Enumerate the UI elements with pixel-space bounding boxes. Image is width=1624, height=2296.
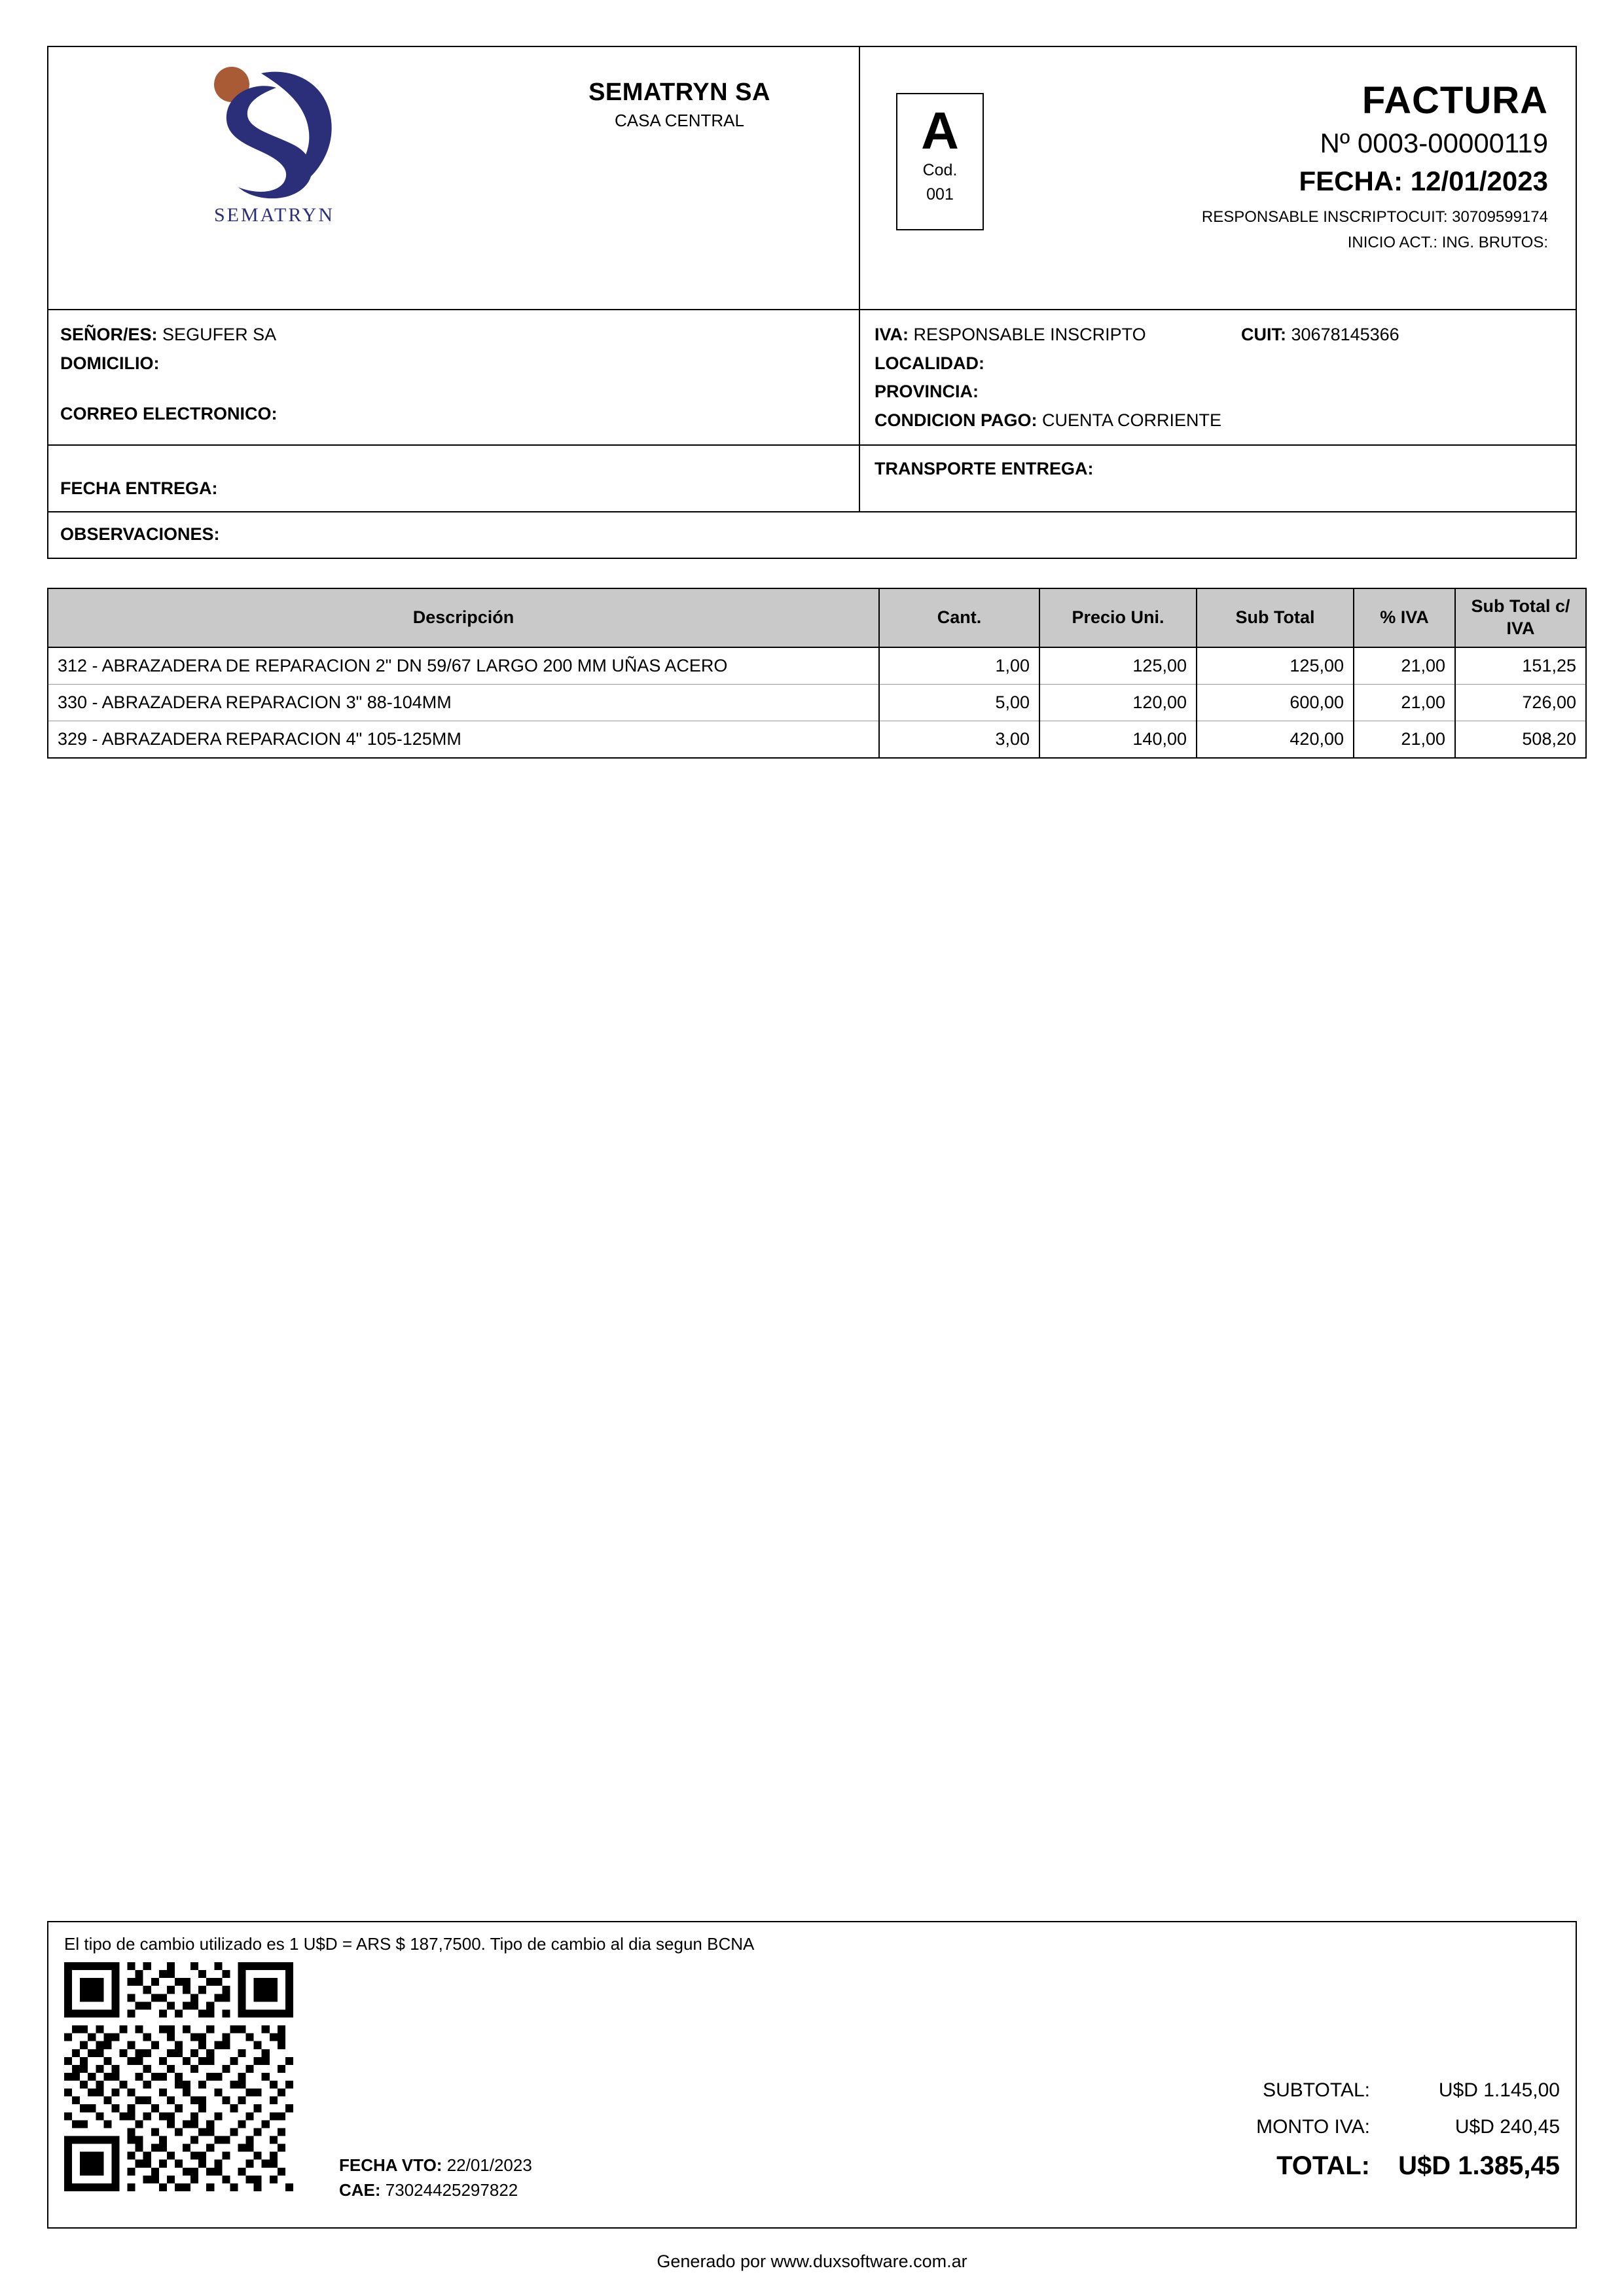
fecha-vto-line [339,2153,532,2178]
cuit-group [1241,321,1399,350]
logo-wordmark: SEMATRYN [213,204,335,226]
cell-sub-total: 420,00 [1197,721,1354,759]
monto-iva-label: MONTO IVA: [1256,2115,1370,2138]
field-iva-cuit [875,321,1564,350]
provincia-label: PROVINCIA: [875,382,979,402]
logo-mark-icon [192,62,356,212]
monto-iva-row [1154,2109,1560,2145]
company-info [500,47,859,309]
inicio-act-line: INICIO ACT.: ING. BRUTOS: [1347,233,1548,251]
fecha-vto-label: FECHA VTO: [339,2155,442,2175]
field-fecha-entrega [60,475,847,503]
invoice-letter-box [896,93,984,230]
cell-precio-uni: 120,00 [1039,685,1197,721]
total-row [1154,2145,1560,2187]
cell-iva: 21,00 [1354,685,1455,721]
invoice-letter: A [921,101,959,160]
company-logo [48,47,500,309]
cell-sub-total-iva: 508,20 [1455,721,1586,759]
field-observaciones [60,520,1564,549]
subtotal-label: SUBTOTAL: [1263,2079,1370,2101]
cell-sub-total-iva: 726,00 [1455,685,1586,721]
total-label: TOTAL: [1276,2151,1370,2180]
field-senores [60,321,847,350]
company-name: SEMATRYN SA [588,79,770,106]
field-condicion-pago [875,406,1564,435]
table-row [48,685,1586,721]
entrega-left [48,446,860,511]
invoice-footer [47,1921,1577,2229]
col-header-iva: % IVA [1354,588,1455,647]
condicion-pago-value: CUENTA CORRIENTE [1042,410,1222,431]
client-left [48,310,860,444]
field-transporte-entrega [875,455,1564,484]
iva-label: IVA: [875,325,909,344]
invoice-cod-value: 001 [926,185,954,204]
total-value: U$D 1.385,45 [1398,2151,1560,2180]
subtotal-value: U$D 1.145,00 [1438,2079,1560,2101]
cuit-label: CUIT: [1241,325,1286,344]
col-header-sub-total: Sub Total [1197,588,1354,647]
iva-value: RESPONSABLE INSCRIPTO [913,325,1146,344]
cell-iva: 21,00 [1354,647,1455,685]
items-table-header-row [48,588,1586,647]
cae-line [339,2178,532,2203]
qr-area [64,1962,339,2202]
table-row [48,721,1586,759]
cell-sub-total: 125,00 [1197,647,1354,685]
client-block [48,309,1576,444]
monto-iva-value: U$D 240,45 [1454,2115,1560,2138]
observaciones-block [48,511,1576,558]
items-table [47,588,1587,759]
col-header-sub-total-iva: Sub Total c/ IVA [1455,588,1586,647]
cell-cantidad: 5,00 [879,685,1039,721]
col-header-cantidad: Cant. [879,588,1039,647]
exchange-rate-note: El tipo de cambio utilizado es 1 U$D = ARS $ 187,7500. Tipo de cambio al dia segun BCNA [64,1934,755,1954]
client-right [860,310,1576,444]
responsable-line: RESPONSABLE INSCRIPTOCUIT: 30709599174 [1201,208,1548,226]
senores-value: SEGUFER SA [162,325,277,344]
cell-descripcion: 312 - ABRAZADERA DE REPARACION 2" DN 59/67 LARGO 200 MM UÑAS ACERO [48,647,879,685]
field-provincia [875,378,1564,406]
table-row [48,647,1586,685]
footer-body [64,1962,1560,2202]
cell-iva: 21,00 [1354,721,1455,759]
company-branch: CASA CENTRAL [615,111,744,130]
col-header-descripcion: Descripción [48,588,879,647]
generated-by: Generado por www.duxsoftware.com.ar [657,2251,967,2271]
cell-sub-total-iva: 151,25 [1455,647,1586,685]
cell-cantidad: 1,00 [879,647,1039,685]
cuit-value: 30678145366 [1291,325,1399,344]
condicion-pago-label: CONDICION PAGO: [875,410,1038,431]
totals-area [1154,1962,1560,2202]
invoice-header-frame [47,46,1577,559]
domicilio-label: DOMICILIO: [60,353,160,373]
fecha-entrega-label: FECHA ENTREGA: [60,478,218,498]
entrega-right [860,446,1576,511]
invoice-cod-label: Cod. [922,161,958,179]
col-header-precio-uni: Precio Uni. [1039,588,1197,647]
subtotal-row [1154,2072,1560,2109]
field-localidad [875,350,1564,378]
field-correo [60,400,847,429]
correo-label: CORREO ELECTRONICO: [60,404,278,424]
cae-area [339,1962,532,2202]
document-number: Nº 0003-00000119 [1320,128,1548,158]
transporte-entrega-label: TRANSPORTE ENTREGA: [875,458,1094,478]
cell-descripcion: 329 - ABRAZADERA REPARACION 4" 105-125MM [48,721,879,759]
cell-descripcion: 330 - ABRAZADERA REPARACION 3" 88-104MM [48,685,879,721]
cell-cantidad: 3,00 [879,721,1039,759]
document-title: FACTURA [1362,79,1548,122]
entrega-block [48,444,1576,511]
iva-group [875,321,1241,350]
localidad-label: LOCALIDAD: [875,353,984,373]
items-table-wrap [47,588,1577,759]
cell-sub-total: 600,00 [1197,685,1354,721]
field-domicilio [60,350,847,378]
cae-label: CAE: [339,2179,381,2200]
header-left [48,47,860,309]
invoice-header [48,47,1576,309]
qr-code-icon [64,1962,293,2191]
document-date: FECHA: 12/01/2023 [1299,166,1548,196]
cell-precio-uni: 140,00 [1039,721,1197,759]
cae-value: 73024425297822 [385,2179,518,2200]
fecha-vto-value: 22/01/2023 [446,2155,532,2175]
senores-label: SEÑOR/ES: [60,325,158,344]
observaciones-label: OBSERVACIONES: [60,524,220,544]
cell-precio-uni: 125,00 [1039,647,1197,685]
